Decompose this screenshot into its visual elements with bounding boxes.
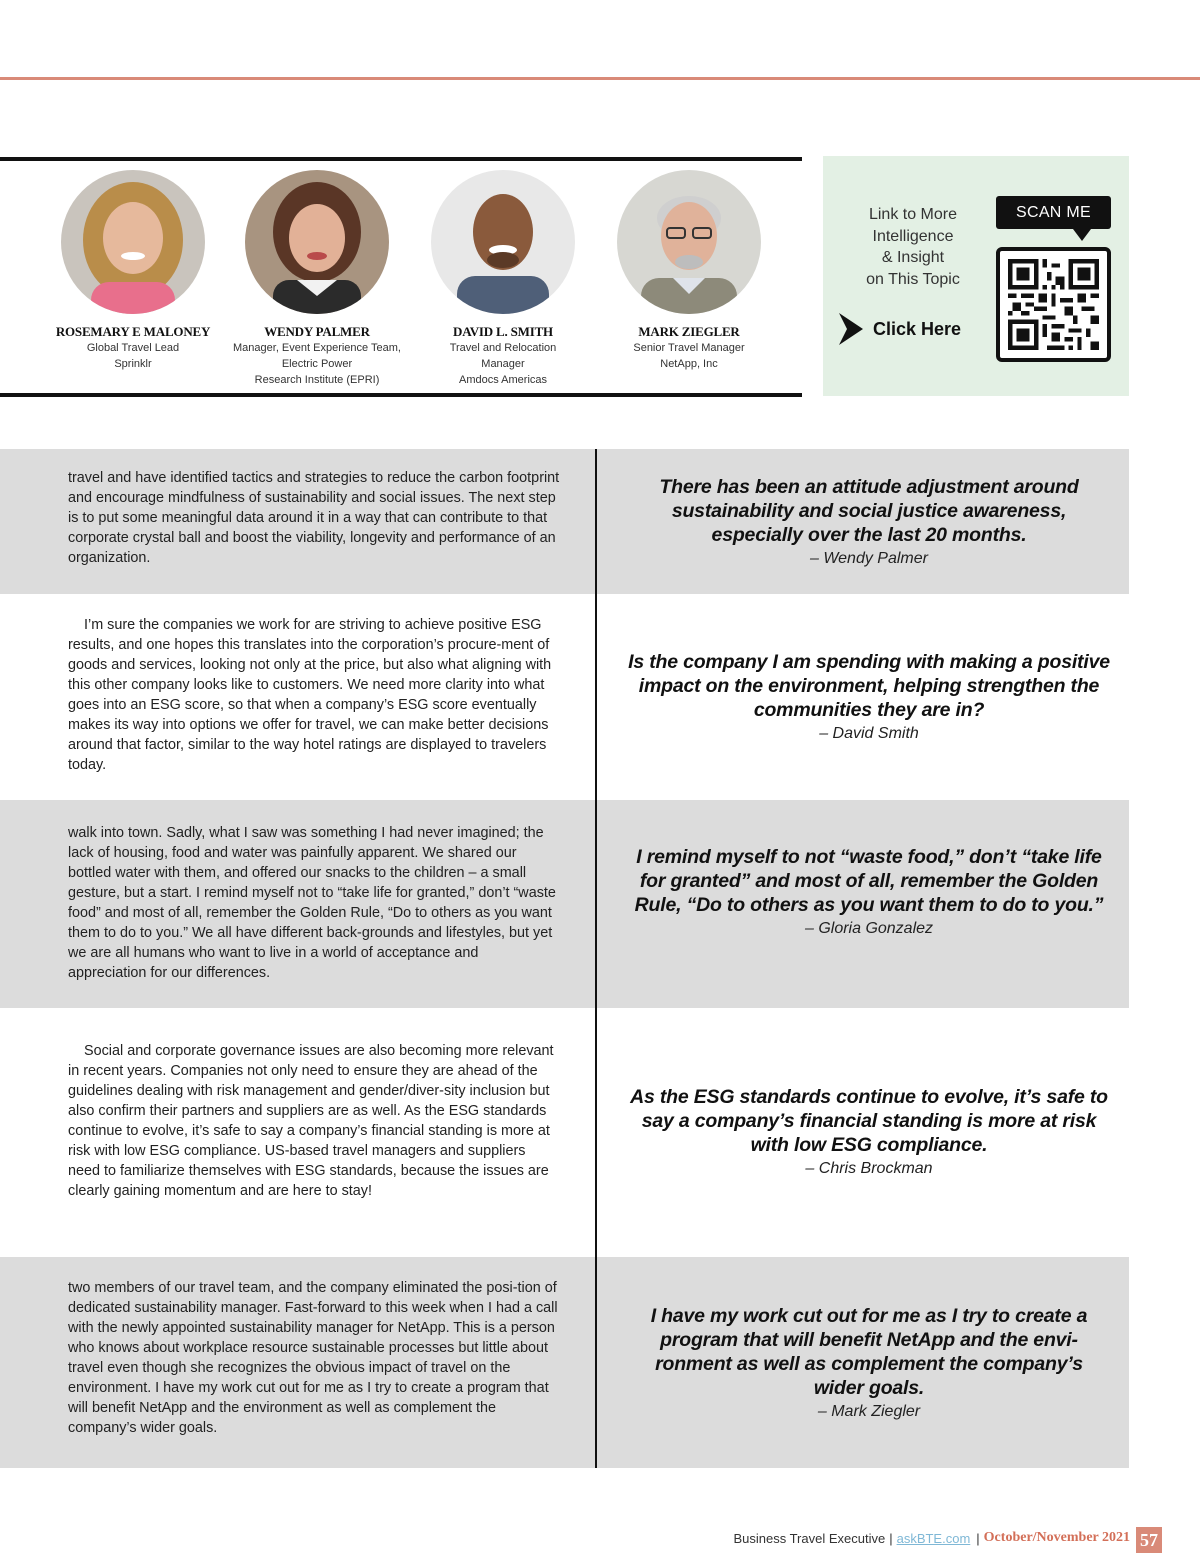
click-here-link[interactable] [837,312,961,346]
pull-quote [628,1085,1110,1180]
avatar [617,170,761,314]
qr-code[interactable] [996,247,1111,362]
pull-quote [628,1304,1110,1423]
contributor-title-line: Manager [481,358,525,370]
content-row [0,449,1129,594]
pull-quote-author: – Chris Brockman [805,1160,933,1177]
pull-quote [628,845,1110,940]
content-row [0,800,1129,1008]
article-text: travel and have identified tactics and strategies to reduce the carbon footprint and encourage mindfulness of sustainability and social issues. The next step is to put some meaningful data around it in a way that can contribute to that corporate crystal ball and boost the viability, longevity and performance of an organization. [68,470,560,566]
contributor-name: WENDY PALMER [264,324,370,339]
issue-date: October/November 2021 [983,1530,1130,1545]
scan-me-badge: SCAN ME [996,196,1111,229]
contributor-wendy-palmer [227,170,407,388]
pull-quote-author: – Gloria Gonzalez [804,920,934,937]
pull-quote-text: I remind myself to not “waste food,” don’t “take life for granted” and most of all, remember the Golden Rule, “Do to others as you want them to do to you.” [634,846,1104,916]
contributor-name: DAVID L. SMITH [453,324,553,339]
contributor-david-smith [413,170,593,388]
qr-code-icon [1008,259,1099,350]
contributors-bottom-rule [0,393,802,397]
contributor-company: Research Institute (EPRI) [254,374,380,386]
contributor-title-line: Global Travel Lead [86,342,180,354]
pull-quote-text: Is the company I am spending with making a positive impact on the environment, helping strengthen the communities they are in? [628,651,1110,721]
top-accent-rule [0,77,1200,80]
qr-link-line: on This Topic [866,270,960,288]
contributor-company: Sprinklr [114,358,152,370]
qr-link-line: Link to More [868,206,958,223]
contributor-title-line: Manager, Event Experience Team, [233,342,401,354]
column-divider [595,449,597,1468]
article-text: two members of our travel team, and the company eliminated the posi-tion of dedicated sustainability manager. Fast-forward to this week when I had a call with the newly appointed sustainability manager for NetApp. This is a person who knows about workplace resource sustainable processes but little about travel even though she recognizes the obvious impact of travel on the environment. I have my work cut out for me as I try to create a program that will benefit NetApp and the environment as well as complement the company’s wider goals. [68,1280,558,1436]
pull-quote [628,475,1110,570]
avatar [61,170,205,314]
footer-separator: | [889,1530,893,1546]
publication-name: Business Travel Executive [733,1530,886,1546]
contributor-company: NetApp, Inc [660,358,718,370]
content-row [0,594,1129,800]
content-row [0,1008,1129,1257]
pull-quote-text: I have my work cut out for me as I try to create a program that will benefit NetApp and the envi-ronment as well as complement the company’s wider goals. [650,1305,1088,1399]
pull-quote-text: There has been an attitude adjustment around sustainability and social justice awareness, especially over the last 20 months. [659,476,1079,546]
contributor-company: Amdocs Americas [458,374,548,386]
footer-separator: | [976,1530,980,1546]
pull-quote-author: – Wendy Palmer [810,550,928,567]
website-link[interactable]: askBTE.com [896,1530,971,1546]
pull-quote-author: – Mark Ziegler [817,1403,921,1420]
contributor-title-line: Electric Power [281,358,353,370]
contributor-name: ROSEMARY E MALONEY [55,324,211,339]
pull-quote [628,650,1110,745]
article-text: I’m sure the companies we work for are striving to achieve positive ESG results, and one hopes this translates into the corporation’s procure-ment of goods and services, looking not only at the price, but also what aligning with this other company looks like to customers. We need more clarity into what goes into an ESG score, so that when a company’s ESG score eventually makes its way into options we offer for travel, we can make better decisions around that factor, similar to the way hotel ratings are displayed to travelers today. [68,617,552,773]
contributor-rosemary-maloney [43,170,223,372]
qr-link-line: & Insight [881,249,945,266]
contributor-title-line: Travel and Relocation [449,342,557,354]
article-text: Social and corporate governance issues are also becoming more relevant in recent years. Companies not only need to ensure they are ahead of the guidelines dealing with risk management and gender/diver-sity inclusion but also confirm their partners and suppliers are as well. As the ESG standards continue to evolve, it’s safe to say a company’s financial standing is more at risk with low ESG compliance. US-based travel managers and suppliers need to familiarize themselves with ESG standards, because the issues are clearly gaining momentum and are here to stay! [68,1043,554,1199]
qr-link-description [857,204,969,290]
contributor-title-line: Senior Travel Manager [633,342,745,354]
qr-link-panel [823,156,1129,396]
contributor-mark-ziegler [599,170,779,372]
avatar [431,170,575,314]
pull-quote-author: – David Smith [819,725,919,742]
page-number: 57 [1136,1527,1162,1553]
contributors-top-rule [0,157,802,161]
click-here-label: Click Here [873,318,962,339]
avatar [245,170,389,314]
scan-badge-pointer [1073,229,1091,241]
pull-quote-text: As the ESG standards continue to evolve, it’s safe to say a company’s financial standing is more at risk with low ESG compliance. [630,1086,1108,1156]
arrow-right-icon [837,312,865,346]
page-footer [733,1530,1130,1546]
qr-link-line: Intelligence [872,227,954,245]
article-text: walk into town. Sadly, what I saw was something I had never imagined; the lack of housing, food and water was painfully apparent. We shared our bottled water with them, and offered our snacks to the children – a small gesture, but a start. I remind myself not to “take life for granted,” don’t “waste food” and most of all, remember the Golden Rule, “Do to others as you want them to do to you.” We all have different back-grounds and lifestyles, but yet we are all humans who want to live in a world of acceptance and appreciation for our differences. [68,825,556,981]
content-row [0,1257,1129,1468]
contributor-name: MARK ZIEGLER [638,324,740,339]
